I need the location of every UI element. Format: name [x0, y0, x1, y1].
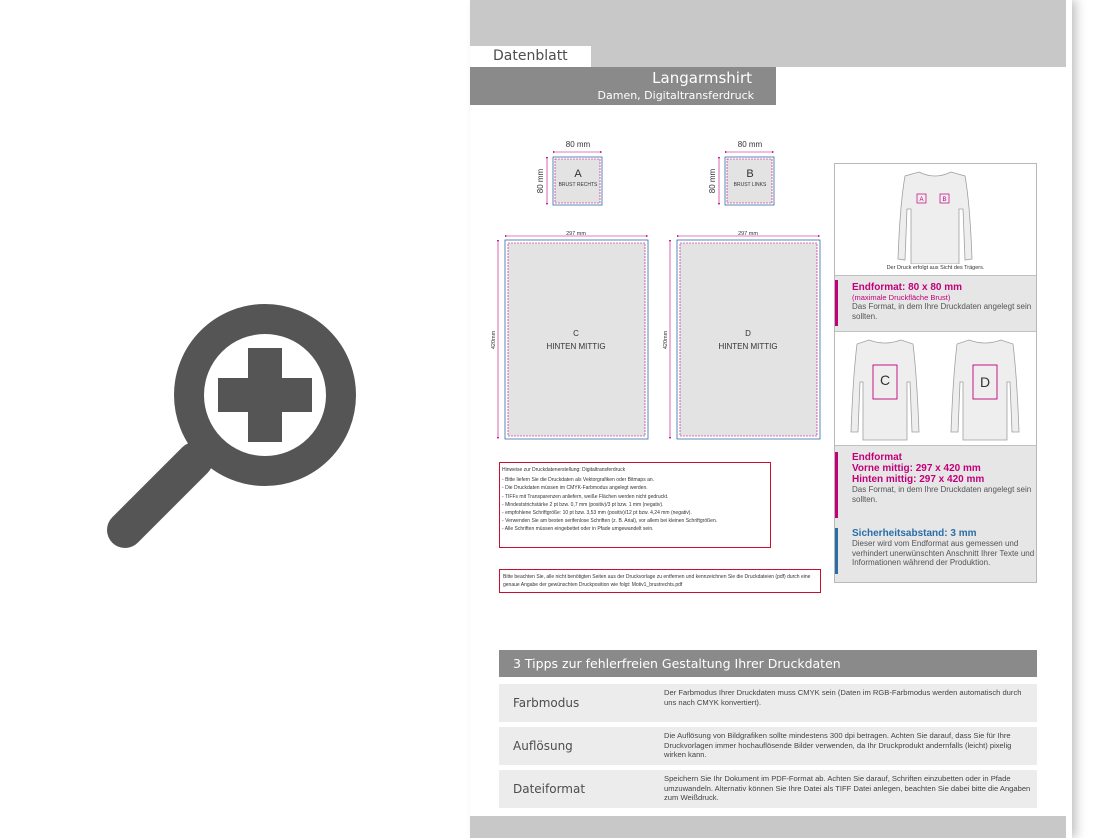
tip-row — [499, 684, 1037, 722]
notes-item: - TIFFs mit Transparenzen anliefern, weiße Flächen werden nicht gedruckt. — [502, 493, 768, 501]
wearer-view-caption: Der Druck erfolgt aus Sicht des Trägers. — [886, 265, 985, 271]
zoom-in-icon[interactable] — [100, 295, 360, 555]
format-chest-sub: (maximale Druckfläche Brust) — [852, 293, 951, 302]
area-a-height-label: 80 mm — [536, 168, 545, 194]
front-shirt-icon — [835, 164, 1036, 264]
area-d-width-label: 297 mm — [738, 231, 758, 237]
notes-item: - Die Druckdaten müssen im CMYK-Farbmodus angelegt werden. — [502, 484, 768, 492]
tip-text: Speichern Sie Ihr Dokument im PDF-Format ab. Achten Sie darauf, Schriften einzubetten oder in Pfade umzuwandeln. Alternativ können Sie Ihre Datei als TIFF Datei anlegen, beachten Sie dabei bitte die Angaben zum Weißdruck. — [664, 774, 1031, 803]
area-c-name: HINTEN MITTIG — [546, 342, 606, 351]
area-a-width-label: 80 mm — [565, 140, 591, 149]
back-shirt-section — [835, 332, 1036, 445]
tip-row — [499, 727, 1037, 765]
area-a-name: BRUST RECHTS — [558, 182, 598, 188]
print-area-b — [708, 140, 774, 205]
file-naming-hint: Bitte beachten Sie, alle nicht benötigten Seiten aus der Druckvorlage zu entfernen und kennzeichnen Sie die Druckdateien (pdf) durch eine genaue Angabe der gewünschten Druckposition wie folgt: Motiv1_brustrechts.pdf — [499, 569, 821, 593]
product-title: Langarmshirt — [652, 69, 752, 87]
area-a-letter: A — [574, 168, 582, 180]
tip-text: Der Farbmodus Ihrer Druckdaten muss CMYK sein (Daten im RGB-Farbmodus werden automatisch durch uns nach CMYK konvertiert). — [664, 688, 1022, 707]
back-mark-d: D — [979, 374, 991, 390]
print-area-a — [536, 140, 602, 205]
area-b-name: BRUST LINKS — [733, 182, 767, 188]
format-full-text: Das Format, in dem Ihre Druckdaten angelegt sein sollten. — [852, 485, 1032, 504]
format-full-section — [835, 446, 1036, 582]
datasheet-tab: Datenblatt — [470, 46, 591, 67]
format-full-title: Endformat — [852, 452, 902, 463]
area-d-letter: D — [745, 329, 751, 338]
notes-item: - Mindeststrichstärke 2 pt bzw. 0,7 mm (positiv)/3 pt bzw. 1 mm (negativ). — [502, 501, 768, 509]
tips-heading: 3 Tipps zur fehlerfreien Gestaltung Ihrer Druckdaten — [499, 650, 1037, 677]
area-d-name: HINTEN MITTIG — [718, 342, 778, 351]
side-info-panel — [834, 163, 1037, 583]
notes-heading: Hinweise zur Druckdatenerstellung: Digitaltransferdruck — [502, 467, 626, 473]
area-d-height-label: 420mm — [663, 330, 669, 350]
area-b-width-label: 80 mm — [737, 140, 763, 149]
back-mark-c: C — [879, 372, 891, 388]
tip-row — [499, 770, 1037, 808]
print-area-c — [491, 231, 648, 439]
front-shirt-section — [835, 164, 1036, 275]
area-c-height-label: 420mm — [491, 330, 497, 350]
back-shirt-icons — [835, 332, 1036, 445]
area-b-letter: B — [746, 168, 754, 180]
datasheet-page — [470, 0, 1066, 838]
area-c-letter: C — [573, 329, 579, 338]
notes-item: - empfohlene Schriftgröße: 10 pt bzw. 3,53 mm (positiv)/12 pt bzw. 4,24 mm (negativ). — [502, 509, 768, 517]
print-area-d — [663, 231, 820, 439]
shirt-mark-a: A — [919, 197, 924, 203]
tip-label: Auflösung — [513, 739, 573, 753]
format-full-front: Vorne mittig: 297 x 420 mm — [852, 463, 981, 474]
shirt-mark-b: B — [942, 197, 947, 203]
safety-title: Sicherheitsabstand: 3 mm — [852, 528, 977, 539]
tip-label: Dateiformat — [513, 782, 586, 796]
notes-item: - Bitte liefern Sie die Druckdaten als Vektorgrafiken oder Bitmaps an. — [502, 476, 768, 484]
tip-text: Die Auflösung von Bildgrafiken sollte mindestens 300 dpi betragen. Achten Sie darauf, dass Sie für Ihre Druckvorlagen immer hochauflösende Bilder verwenden, da Ihr Druckprodukt andernfalls (leicht) pixelig wirken kann. — [664, 731, 1012, 760]
print-notes-box — [499, 462, 771, 548]
tip-label: Farbmodus — [513, 696, 580, 710]
format-chest-title: Endformat: 80 x 80 mm — [852, 282, 963, 293]
notes-item: - Alle Schriften müssen eingebettet oder in Pfade umgewandelt sein. — [502, 525, 768, 533]
format-full-back: Hinten mittig: 297 x 420 mm — [852, 474, 985, 485]
format-chest-text: Das Format, in dem Ihre Druckdaten angelegt sein sollten. — [852, 302, 1032, 321]
area-b-height-label: 80 mm — [708, 168, 717, 194]
notes-item: - Verwenden Sie am besten serifenlose Schriften (z. B. Arial), vor allem bei kleinen Schriftgrößen. — [502, 517, 768, 525]
safety-text: Dieser wird vom Endformat aus gemessen und verhindert unerwünschten Anschnitt Ihrer Texte und Informationen während der Produktion. — [852, 539, 1035, 567]
product-subtitle: Damen, Digitaltransferdruck — [597, 89, 754, 102]
area-c-width-label: 297 mm — [566, 231, 586, 237]
format-chest-section — [835, 276, 1036, 331]
notes-list — [502, 476, 768, 533]
